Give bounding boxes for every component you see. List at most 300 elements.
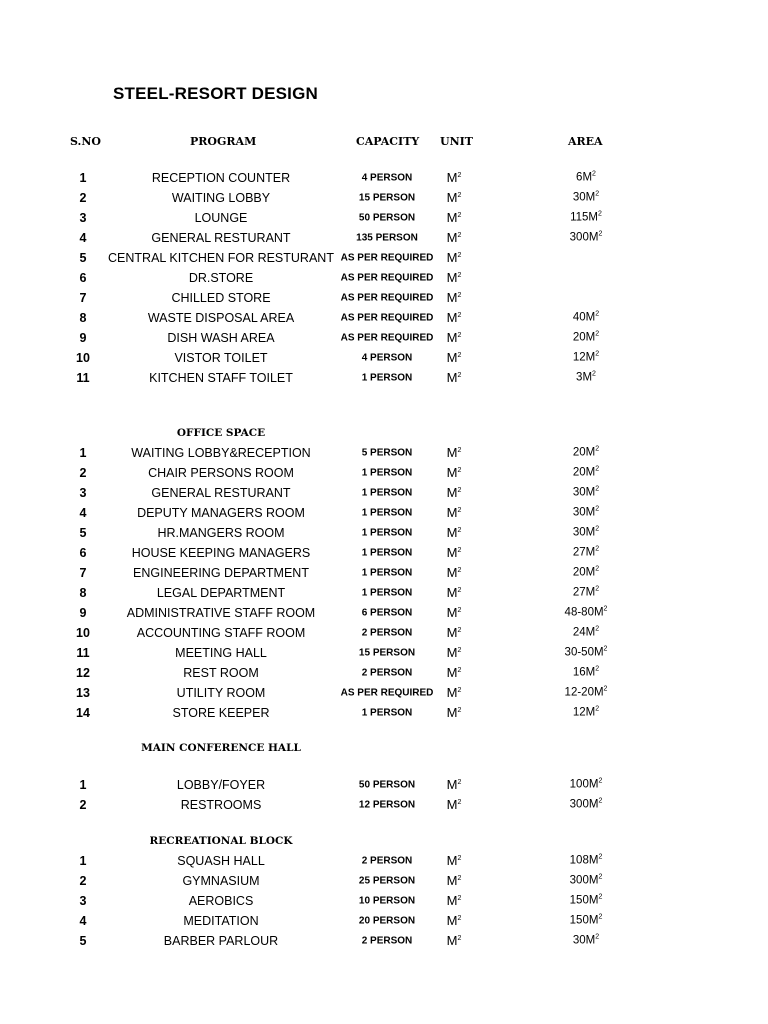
area-exponent: 2 xyxy=(595,565,600,573)
table-row xyxy=(0,523,768,543)
unit-exponent: 2 xyxy=(457,874,462,882)
unit-label: M xyxy=(446,852,458,868)
unit-cell xyxy=(447,445,462,460)
unit-exponent: 2 xyxy=(457,211,462,219)
serial-number-cell: 8 xyxy=(79,586,87,600)
unit-label: M xyxy=(446,564,458,580)
area-cell xyxy=(570,798,603,810)
unit-cell xyxy=(447,350,462,365)
area-cell xyxy=(573,526,599,538)
program-cell: GENERAL RESTURANT xyxy=(151,231,291,245)
unit-label: M xyxy=(446,309,458,325)
unit-exponent: 2 xyxy=(457,251,462,259)
unit-cell xyxy=(447,705,462,720)
area-exponent: 2 xyxy=(592,170,596,178)
table-row xyxy=(0,911,768,931)
unit-exponent: 2 xyxy=(457,566,462,574)
unit-label: M xyxy=(446,289,458,305)
unit-cell xyxy=(447,853,462,868)
unit-label: M xyxy=(446,444,458,460)
unit-label: M xyxy=(446,209,458,225)
serial-number-cell: 3 xyxy=(79,486,87,500)
area-exponent: 2 xyxy=(592,370,596,378)
unit-exponent: 2 xyxy=(457,351,462,359)
program-cell: WAITING LOBBY&RECEPTION xyxy=(131,446,311,460)
unit-exponent: 2 xyxy=(457,798,462,806)
header-capacity: CAPACITY xyxy=(356,135,420,148)
unit-label: M xyxy=(446,624,458,640)
area-value: 12-20M xyxy=(564,686,604,699)
program-cell: RECEPTION COUNTER xyxy=(151,171,291,185)
area-exponent: 2 xyxy=(598,873,603,881)
serial-number-cell: 8 xyxy=(79,311,87,325)
program-cell: MEDITATION xyxy=(183,914,259,928)
program-cell: WASTE DISPOSAL AREA xyxy=(147,311,295,325)
program-cell: UTILITY ROOM xyxy=(176,686,266,700)
serial-number-cell: 13 xyxy=(76,686,90,700)
table-row xyxy=(0,703,768,723)
area-value: 108M xyxy=(569,854,599,867)
unit-exponent: 2 xyxy=(457,466,462,474)
unit-exponent: 2 xyxy=(457,854,462,862)
unit-label: M xyxy=(446,932,458,948)
capacity-cell: AS PER REQUIRED xyxy=(340,292,434,304)
capacity-cell: 2 PERSON xyxy=(361,667,413,679)
area-value: 300M xyxy=(569,798,599,811)
unit-exponent: 2 xyxy=(457,934,462,942)
area-cell xyxy=(573,311,599,323)
serial-number-cell: 14 xyxy=(76,706,90,720)
area-value: 48-80M xyxy=(564,606,604,619)
section-heading-recreational-block: RECREATIONAL BLOCK xyxy=(149,835,293,847)
area-exponent: 2 xyxy=(598,777,603,785)
unit-exponent: 2 xyxy=(457,231,462,239)
unit-label: M xyxy=(446,776,458,792)
table-row xyxy=(0,683,768,703)
area-exponent: 2 xyxy=(595,525,600,533)
area-cell xyxy=(570,914,603,926)
program-cell: BARBER PARLOUR xyxy=(163,934,279,948)
unit-cell xyxy=(447,190,462,205)
serial-number-cell: 11 xyxy=(76,646,90,660)
table-row xyxy=(0,503,768,523)
capacity-cell: 1 PERSON xyxy=(361,587,413,599)
program-cell: HOUSE KEEPING MANAGERS xyxy=(131,546,311,560)
unit-cell xyxy=(447,585,462,600)
capacity-cell: 2 PERSON xyxy=(361,627,413,639)
serial-number-cell: 2 xyxy=(79,874,87,888)
area-exponent: 2 xyxy=(595,485,600,493)
area-cell xyxy=(570,231,603,243)
capacity-cell: 1 PERSON xyxy=(361,372,413,384)
area-value: 20M xyxy=(572,566,596,579)
area-cell xyxy=(570,854,603,866)
serial-number-cell: 5 xyxy=(79,526,87,540)
area-value: 20M xyxy=(572,466,596,479)
unit-exponent: 2 xyxy=(457,606,462,614)
program-cell: ENGINEERING DEPARTMENT xyxy=(133,566,309,580)
capacity-cell: 5 PERSON xyxy=(361,447,413,459)
table-row xyxy=(0,871,768,891)
unit-label: M xyxy=(446,524,458,540)
serial-number-cell: 5 xyxy=(79,251,87,265)
header-unit: UNIT xyxy=(440,135,473,148)
unit-exponent: 2 xyxy=(457,686,462,694)
area-value: 27M xyxy=(572,546,596,559)
program-cell: LOUNGE xyxy=(194,211,248,225)
table-row xyxy=(0,463,768,483)
program-cell: DEPUTY MANAGERS ROOM xyxy=(137,506,305,520)
area-value: 3M xyxy=(576,371,593,384)
table-row xyxy=(0,368,768,388)
serial-number-cell: 7 xyxy=(79,291,87,305)
serial-number-cell: 1 xyxy=(79,171,87,185)
area-value: 115M xyxy=(570,211,599,224)
capacity-cell: 1 PERSON xyxy=(361,567,413,579)
program-cell: MEETING HALL xyxy=(175,646,267,660)
area-value: 30M xyxy=(572,506,596,519)
capacity-cell: 4 PERSON xyxy=(361,172,413,184)
capacity-cell: 1 PERSON xyxy=(361,487,413,499)
capacity-cell: 50 PERSON xyxy=(358,779,416,791)
unit-cell xyxy=(447,290,462,305)
unit-exponent: 2 xyxy=(457,446,462,454)
table-row xyxy=(0,931,768,951)
unit-label: M xyxy=(446,189,458,205)
program-cell: ACCOUNTING STAFF ROOM xyxy=(136,626,306,640)
area-cell xyxy=(576,171,596,183)
area-exponent: 2 xyxy=(598,913,603,921)
area-value: 20M xyxy=(572,331,596,344)
unit-exponent: 2 xyxy=(457,914,462,922)
table-row xyxy=(0,891,768,911)
table-row xyxy=(0,795,768,815)
unit-cell xyxy=(447,605,462,620)
unit-cell xyxy=(447,250,462,265)
area-cell xyxy=(573,191,599,203)
unit-label: M xyxy=(446,169,458,185)
area-value: 30M xyxy=(572,526,596,539)
capacity-cell: AS PER REQUIRED xyxy=(340,312,434,324)
unit-exponent: 2 xyxy=(457,666,462,674)
area-value: 30M xyxy=(572,191,596,204)
program-cell: SQUASH HALL xyxy=(177,854,265,868)
area-cell xyxy=(565,646,608,658)
program-cell: CHAIR PERSONS ROOM xyxy=(148,466,294,480)
serial-number-cell: 10 xyxy=(76,626,90,640)
table-row xyxy=(0,248,768,268)
unit-cell xyxy=(447,645,462,660)
table-row xyxy=(0,228,768,248)
unit-cell xyxy=(447,485,462,500)
unit-cell xyxy=(447,545,462,560)
header-sno: S.NO xyxy=(70,135,102,148)
area-cell xyxy=(573,331,599,343)
area-exponent: 2 xyxy=(598,210,602,218)
unit-cell xyxy=(447,933,462,948)
unit-label: M xyxy=(446,504,458,520)
area-value: 16M xyxy=(572,666,596,679)
capacity-cell: 2 PERSON xyxy=(361,855,413,867)
unit-exponent: 2 xyxy=(457,894,462,902)
area-value: 27M xyxy=(572,586,596,599)
capacity-cell: 1 PERSON xyxy=(361,467,413,479)
program-cell: REST ROOM xyxy=(183,666,259,680)
program-cell: LEGAL DEPARTMENT xyxy=(156,586,286,600)
table-row xyxy=(0,775,768,795)
unit-cell xyxy=(447,310,462,325)
unit-exponent: 2 xyxy=(457,291,462,299)
table-row xyxy=(0,328,768,348)
capacity-cell: 1 PERSON xyxy=(361,707,413,719)
unit-exponent: 2 xyxy=(457,191,462,199)
unit-cell xyxy=(447,230,462,245)
area-exponent: 2 xyxy=(603,685,608,693)
capacity-cell: 15 PERSON xyxy=(358,192,416,204)
program-cell: RESTROOMS xyxy=(180,798,262,812)
area-exponent: 2 xyxy=(595,350,600,358)
area-value: 150M xyxy=(569,894,599,907)
unit-cell xyxy=(447,893,462,908)
serial-number-cell: 4 xyxy=(79,506,87,520)
serial-number-cell: 10 xyxy=(76,351,90,365)
area-exponent: 2 xyxy=(598,893,603,901)
header-program: PROGRAM xyxy=(190,135,257,148)
table-row xyxy=(0,288,768,308)
capacity-cell: 15 PERSON xyxy=(358,647,416,659)
area-exponent: 2 xyxy=(595,190,600,198)
area-cell xyxy=(573,506,599,518)
table-row xyxy=(0,348,768,368)
serial-number-cell: 11 xyxy=(76,371,90,385)
area-value: 6M xyxy=(576,171,593,184)
area-value: 20M xyxy=(572,446,596,459)
unit-cell xyxy=(447,370,462,385)
unit-label: M xyxy=(446,604,458,620)
serial-number-cell: 3 xyxy=(79,894,87,908)
area-cell xyxy=(573,706,599,718)
area-cell xyxy=(573,566,599,578)
serial-number-cell: 1 xyxy=(79,446,87,460)
unit-exponent: 2 xyxy=(457,778,462,786)
area-exponent: 2 xyxy=(595,310,600,318)
unit-exponent: 2 xyxy=(457,171,462,179)
serial-number-cell: 6 xyxy=(79,546,87,560)
program-cell: STORE KEEPER xyxy=(172,706,270,720)
capacity-cell: AS PER REQUIRED xyxy=(340,332,434,344)
table-row xyxy=(0,208,768,228)
capacity-cell: AS PER REQUIRED xyxy=(340,252,434,264)
area-exponent: 2 xyxy=(595,330,600,338)
area-value: 40M xyxy=(572,311,596,324)
unit-cell xyxy=(447,913,462,928)
serial-number-cell: 4 xyxy=(79,914,87,928)
unit-exponent: 2 xyxy=(457,546,462,554)
program-cell: WAITING LOBBY xyxy=(171,191,271,205)
program-cell: KITCHEN STAFF TOILET xyxy=(149,371,293,385)
area-value: 300M xyxy=(569,231,599,244)
area-cell xyxy=(565,686,608,698)
unit-cell xyxy=(447,565,462,580)
unit-cell xyxy=(447,625,462,640)
table-row xyxy=(0,623,768,643)
area-cell xyxy=(570,894,603,906)
area-cell xyxy=(573,626,599,638)
serial-number-cell: 5 xyxy=(79,934,87,948)
capacity-cell: 4 PERSON xyxy=(361,352,413,364)
area-exponent: 2 xyxy=(595,545,600,553)
unit-cell xyxy=(447,270,462,285)
area-cell xyxy=(573,666,599,678)
area-value: 300M xyxy=(569,874,599,887)
serial-number-cell: 6 xyxy=(79,271,87,285)
unit-exponent: 2 xyxy=(457,706,462,714)
area-cell xyxy=(573,351,599,363)
area-cell xyxy=(573,934,599,946)
area-exponent: 2 xyxy=(595,705,600,713)
unit-label: M xyxy=(446,872,458,888)
unit-exponent: 2 xyxy=(457,486,462,494)
program-cell: VISTOR TOILET xyxy=(174,351,268,365)
program-cell: CHILLED STORE xyxy=(171,291,271,305)
capacity-cell: 135 PERSON xyxy=(356,232,418,244)
unit-label: M xyxy=(446,684,458,700)
unit-label: M xyxy=(446,796,458,812)
capacity-cell: 6 PERSON xyxy=(361,607,413,619)
capacity-cell: 12 PERSON xyxy=(358,799,416,811)
unit-label: M xyxy=(446,912,458,928)
serial-number-cell: 9 xyxy=(79,331,87,345)
area-cell xyxy=(570,211,602,223)
unit-cell xyxy=(447,330,462,345)
area-value: 30M xyxy=(572,486,596,499)
area-cell xyxy=(570,778,603,790)
unit-exponent: 2 xyxy=(457,371,462,379)
area-value: 12M xyxy=(572,351,596,364)
area-value: 30-50M xyxy=(564,646,604,659)
area-exponent: 2 xyxy=(595,445,600,453)
unit-cell xyxy=(447,685,462,700)
unit-exponent: 2 xyxy=(457,331,462,339)
unit-label: M xyxy=(446,269,458,285)
table-row xyxy=(0,851,768,871)
unit-cell xyxy=(447,797,462,812)
area-cell xyxy=(573,466,599,478)
area-cell xyxy=(573,586,599,598)
area-cell xyxy=(573,486,599,498)
table-row xyxy=(0,168,768,188)
unit-cell xyxy=(447,210,462,225)
unit-exponent: 2 xyxy=(457,586,462,594)
area-exponent: 2 xyxy=(595,505,600,513)
serial-number-cell: 3 xyxy=(79,211,87,225)
area-exponent: 2 xyxy=(595,665,600,673)
unit-exponent: 2 xyxy=(457,526,462,534)
capacity-cell: 20 PERSON xyxy=(358,915,416,927)
area-exponent: 2 xyxy=(595,465,600,473)
serial-number-cell: 4 xyxy=(79,231,87,245)
capacity-cell: 1 PERSON xyxy=(361,507,413,519)
area-value: 100M xyxy=(569,778,599,791)
area-cell xyxy=(576,371,596,383)
area-exponent: 2 xyxy=(603,645,608,653)
unit-exponent: 2 xyxy=(457,506,462,514)
capacity-cell: AS PER REQUIRED xyxy=(340,272,434,284)
area-exponent: 2 xyxy=(598,853,603,861)
unit-label: M xyxy=(446,249,458,265)
area-exponent: 2 xyxy=(595,625,600,633)
table-row xyxy=(0,583,768,603)
serial-number-cell: 7 xyxy=(79,566,87,580)
program-cell: DISH WASH AREA xyxy=(167,331,275,345)
unit-label: M xyxy=(446,464,458,480)
area-value: 150M xyxy=(569,914,599,927)
table-row xyxy=(0,543,768,563)
area-value: 12M xyxy=(572,706,596,719)
program-cell: LOBBY/FOYER xyxy=(176,778,266,792)
area-exponent: 2 xyxy=(595,933,600,941)
unit-exponent: 2 xyxy=(457,311,462,319)
unit-cell xyxy=(447,465,462,480)
area-exponent: 2 xyxy=(595,585,600,593)
unit-label: M xyxy=(446,644,458,660)
program-cell: GENERAL RESTURANT xyxy=(151,486,291,500)
capacity-cell: 1 PERSON xyxy=(361,527,413,539)
section-heading-main-conference-hall: MAIN CONFERENCE HALL xyxy=(141,742,301,754)
unit-cell xyxy=(447,525,462,540)
capacity-cell: 50 PERSON xyxy=(358,212,416,224)
unit-label: M xyxy=(446,229,458,245)
area-exponent: 2 xyxy=(598,230,603,238)
program-cell: AEROBICS xyxy=(188,894,254,908)
table-row xyxy=(0,483,768,503)
section-heading-office-space: OFFICE SPACE xyxy=(176,427,266,439)
area-value: 24M xyxy=(572,626,596,639)
program-cell: CENTRAL KITCHEN FOR RESTURANT xyxy=(108,251,334,265)
table-row xyxy=(0,663,768,683)
serial-number-cell: 12 xyxy=(76,666,90,680)
unit-label: M xyxy=(446,704,458,720)
area-cell xyxy=(565,606,608,618)
serial-number-cell: 2 xyxy=(79,466,87,480)
unit-cell xyxy=(447,170,462,185)
unit-label: M xyxy=(446,329,458,345)
area-cell xyxy=(570,874,603,886)
serial-number-cell: 1 xyxy=(79,778,87,792)
unit-exponent: 2 xyxy=(457,646,462,654)
serial-number-cell: 9 xyxy=(79,606,87,620)
area-exponent: 2 xyxy=(598,797,603,805)
unit-exponent: 2 xyxy=(457,271,462,279)
area-cell xyxy=(573,546,599,558)
capacity-cell: 10 PERSON xyxy=(358,895,416,907)
area-value: 30M xyxy=(572,934,596,947)
area-cell xyxy=(573,446,599,458)
unit-cell xyxy=(447,777,462,792)
table-row xyxy=(0,268,768,288)
program-cell: HR.MANGERS ROOM xyxy=(157,526,285,540)
unit-cell xyxy=(447,873,462,888)
unit-cell xyxy=(447,505,462,520)
program-cell: GYMNASIUM xyxy=(182,874,260,888)
serial-number-cell: 2 xyxy=(79,191,87,205)
unit-exponent: 2 xyxy=(457,626,462,634)
unit-label: M xyxy=(446,484,458,500)
unit-label: M xyxy=(446,664,458,680)
table-row xyxy=(0,308,768,328)
capacity-cell: 25 PERSON xyxy=(358,875,416,887)
capacity-cell: 1 PERSON xyxy=(361,547,413,559)
